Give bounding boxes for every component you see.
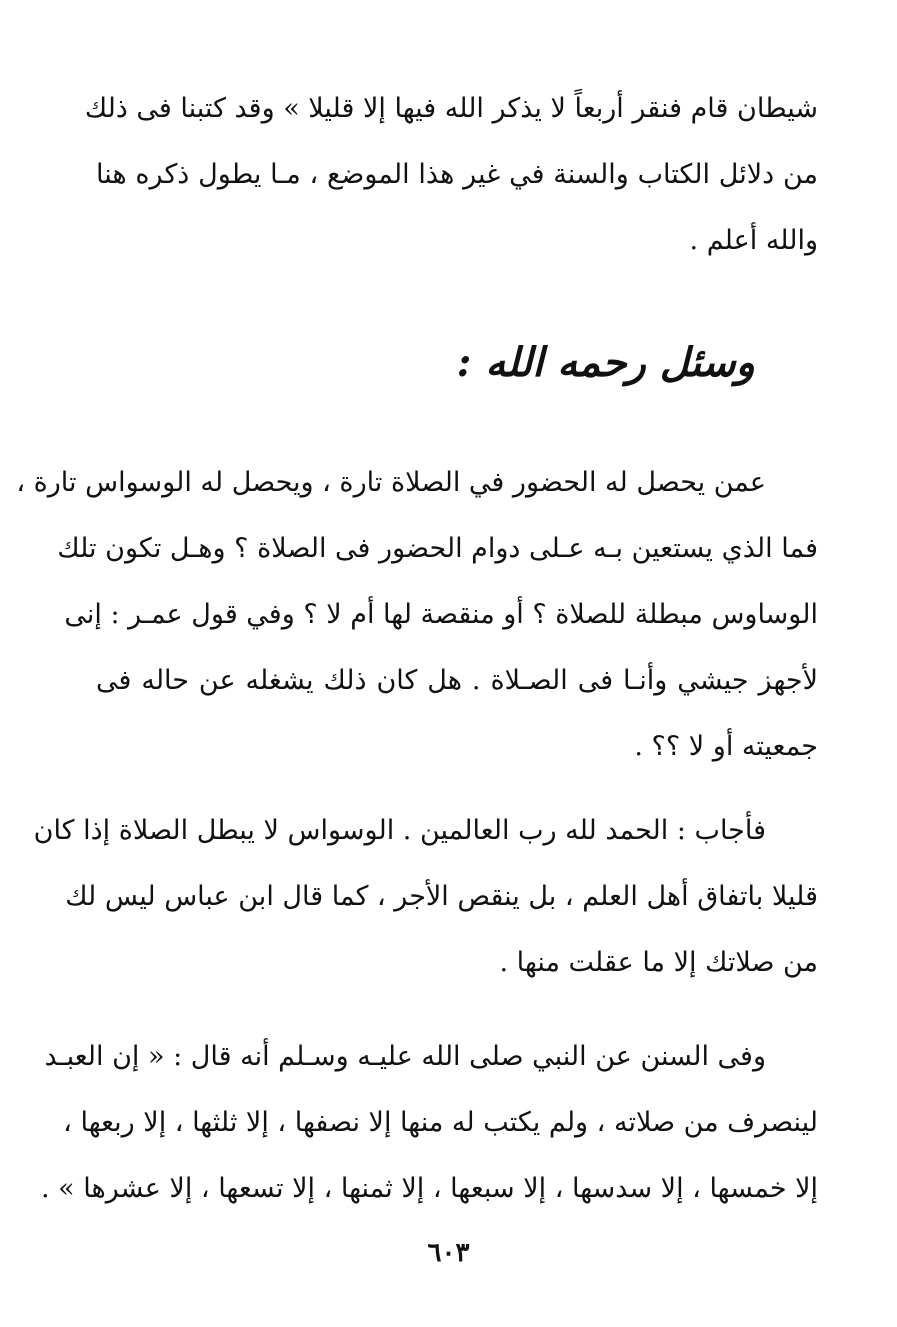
text-line: وفى السنن عن النبي صلى الله عليـه وسـلم أنه قال : « إن العبـد [44, 1041, 766, 1072]
text-line: لأجهز جيشي وأنـا فى الصـلاة . هل كان ذلك يشغله عن حاله فى [96, 665, 818, 696]
sunan-paragraph [41, 1024, 818, 1222]
page-number: ٦٠٣ [427, 1238, 470, 1268]
text-line: من صلاتك إلا ما عقلت منها . [499, 947, 818, 978]
intro-paragraph [84, 76, 818, 274]
text-line: عمن يحصل له الحضور في الصلاة تارة ، ويحصل له الوسواس تارة ، [16, 467, 766, 498]
text-line: قليلا باتفاق أهل العلم ، بل ينقص الأجر ، كما قال ابن عباس ليس لك [65, 881, 818, 912]
section-heading: وسئل رحمه الله : [456, 339, 755, 386]
text-line: إلا خمسها ، إلا سدسها ، إلا سبعها ، إلا ثمنها ، إلا تسعها ، إلا عشرها » . [41, 1173, 818, 1204]
text-line: من دلائل الكتاب والسنة في غير هذا الموضع ، مـا يطول ذكره هنا [96, 159, 818, 190]
text-line: والله أعلم . [689, 225, 818, 256]
question-paragraph [16, 450, 818, 780]
text-line: فأجاب : الحمد لله رب العالمين . الوسواس لا يبطل الصلاة إذا كان [33, 815, 766, 846]
answer-paragraph [33, 798, 818, 996]
text-line: شيطان قام فنقر أربعاً لا يذكر الله فيها إلا قليلا » وقد كتبنا فى ذلك [84, 93, 818, 124]
text-line: جمعيته أو لا ؟؟ . [634, 731, 818, 762]
text-line: فما الذي يستعين بـه عـلى دوام الحضور فى الصلاة ؟ وهـل تكون تلك [57, 533, 818, 564]
text-line: الوساوس مبطلة للصلاة ؟ أو منقصة لها أم لا ؟ وفي قول عمـر : إنى [64, 599, 818, 630]
text-line: لينصرف من صلاته ، ولم يكتب له منها إلا نصفها ، إلا ثلثها ، إلا ربعها ، [63, 1107, 818, 1138]
